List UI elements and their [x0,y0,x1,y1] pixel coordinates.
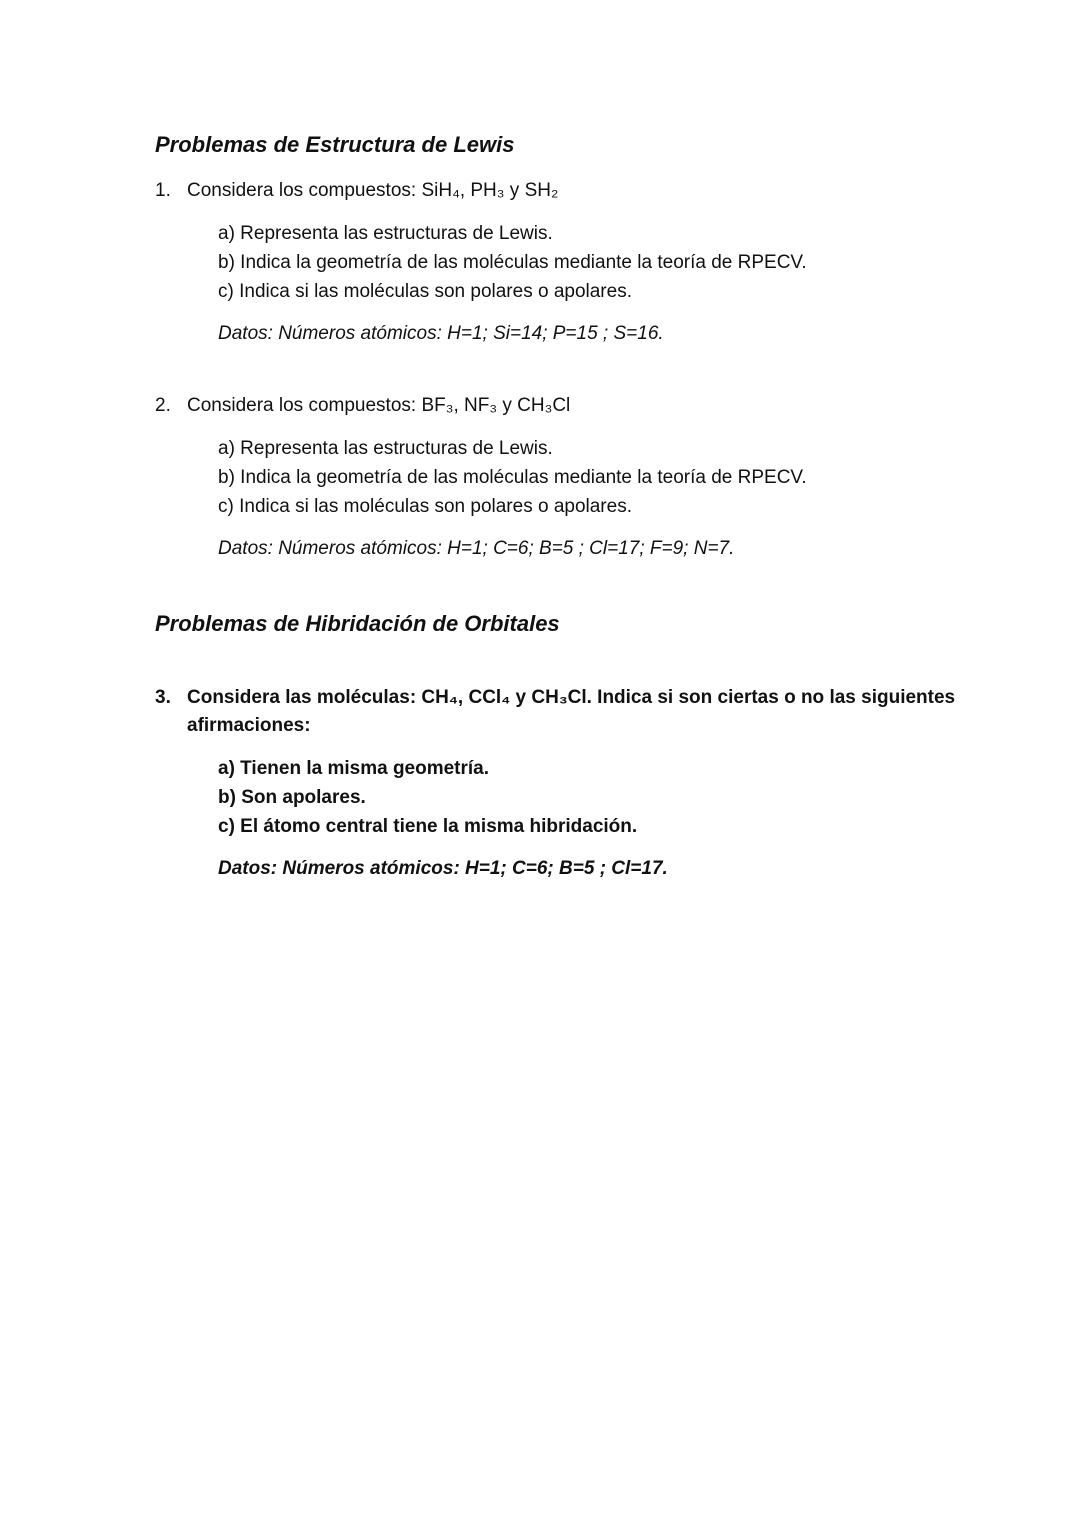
list-item: b) Indica la geometría de las moléculas mediante la teoría de RPECV. [218,467,807,488]
section-title-hibridacion: Problemas de Hibridación de Orbitales [155,611,560,636]
problem-2-datos: Datos: Números atómicos: H=1; C=6; B=5 ; Cl=17; F=9; N=7. [218,538,735,559]
problem-3 [155,684,955,883]
list-item: c) Indica si las moléculas son polares o apolares. [218,496,632,517]
list-item: c) Indica si las moléculas son polares o apolares. [218,281,632,302]
problem-1-statement-line [155,177,955,205]
problem-number: 2. [155,395,171,416]
problem-2-items [218,434,955,521]
problem-1-items [218,219,955,306]
problem-statement: Considera las moléculas: CH₄, CCl₄ y CH₃Cl. Indica si son ciertas o no las siguientes [187,687,956,708]
problem-2 [155,392,955,563]
problem-2-statement-line [155,392,955,420]
problem-number: 1. [155,180,171,201]
problem-3-items [218,754,955,841]
problem-3-datos: Datos: Números atómicos: H=1; C=6; B=5 ; Cl=17. [218,858,668,879]
problem-number: 3. [155,687,171,708]
problem-1-datos: Datos: Números atómicos: H=1; Si=14; P=15 ; S=16. [218,323,664,344]
list-item: a) Representa las estructuras de Lewis. [218,223,553,244]
list-item: a) Tienen la misma geometría. [218,758,490,779]
problem-statement-continuation: afirmaciones: [187,715,311,736]
list-item: a) Representa las estructuras de Lewis. [218,438,553,459]
list-item: b) Son apolares. [218,787,366,808]
problem-statement: Considera los compuestos: SiH₄, PH₃ y SH₂ [187,180,559,201]
problem-statement: Considera los compuestos: BF₃, NF₃ y CH₃Cl [187,395,571,416]
list-item: c) El átomo central tiene la misma hibridación. [218,816,638,837]
section-title-lewis: Problemas de Estructura de Lewis [155,132,515,157]
list-item: b) Indica la geometría de las moléculas mediante la teoría de RPECV. [218,252,807,273]
problem-1 [155,177,955,348]
problem-3-statement-line [155,684,955,712]
